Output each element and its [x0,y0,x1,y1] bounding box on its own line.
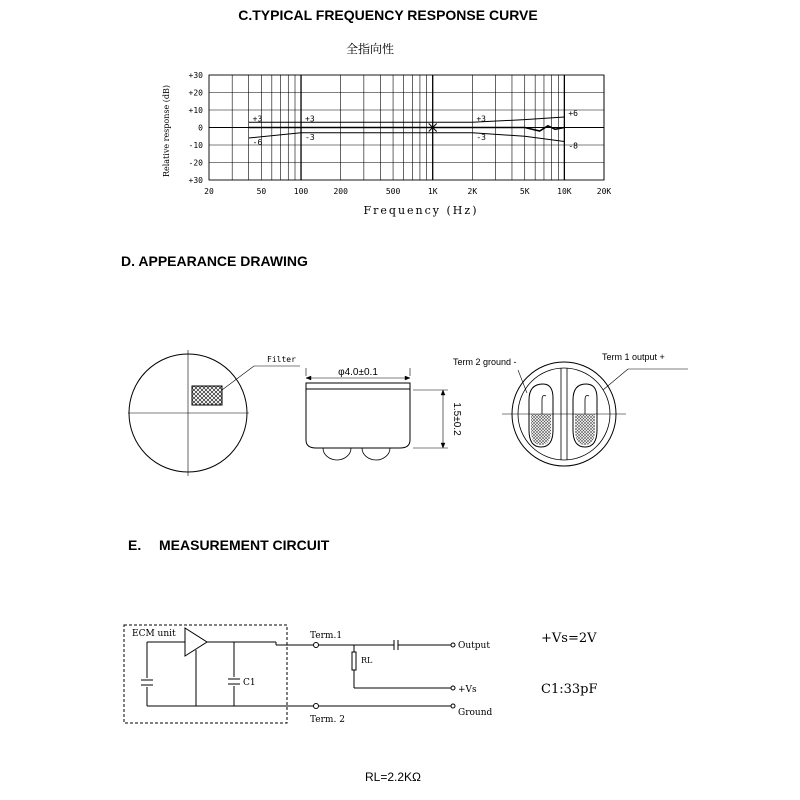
y-tick-label: +30 [188,176,203,185]
annotation-label: +3 [476,114,486,124]
y-tick-label: +20 [188,88,203,98]
ecm-unit-box [124,625,287,723]
c1-label: C1 [243,678,256,688]
height-dimension: 1.5±0.2 [451,402,462,436]
x-tick-label: 20K [596,187,612,196]
ground-label: Ground [458,708,493,718]
side-view-body [306,389,410,448]
chart-subtitle: 全指向性 [345,42,395,56]
side-view-top-cap [306,383,410,389]
y-tick-label: +30 [188,71,203,80]
series-upper-tolerance [249,117,565,122]
term2-label: Term. 2 [310,715,345,725]
annotation-label: -3 [305,132,315,142]
y-tick-label: +10 [188,106,203,115]
annotation-label: +3 [305,114,315,124]
ground-pad-fill [531,414,551,445]
x-tick-label: 10K [557,187,572,196]
x-tick-label: 2K [467,187,478,196]
ground-pad-slot [542,396,546,415]
appearance-drawing-title: D. APPEARANCE DRAWING [121,253,308,269]
ground-terminal [451,704,455,708]
vs-value: +Vs=2V [541,631,597,646]
y-tick-label: 0 [198,123,203,133]
y-axis-label: Relative response (dB) [162,84,171,178]
vs-label: +Vs [458,685,477,695]
output-label: Output [458,641,490,651]
rl-label: RL [361,656,373,665]
output-pad-slot [585,396,589,415]
annotation-label: -3 [476,132,486,142]
output-pad-fill [575,414,595,445]
diameter-dimension: φ4.0±0.1 [338,367,378,378]
term2-terminal [314,704,319,709]
y-tick-label: -20 [188,158,203,168]
annotation-label: -6 [252,138,263,147]
term1-label: Term 1 output + [602,352,665,362]
x-axis-label: Frequency (Hz) [363,204,479,217]
x-tick-label: 20 [204,187,214,196]
filter-patch [192,386,222,405]
y-tick-label: -10 [188,141,203,150]
output-terminal [451,643,455,647]
frequency-response-chart [162,41,611,217]
filter-label: Filter [267,355,296,364]
x-tick-label: 1K [427,187,438,196]
x-tick-label: 500 [385,187,401,196]
term2-label: Term 2 ground - [453,357,517,367]
rear-view [453,352,688,466]
chart-ticks [189,71,612,196]
rl-resistor [352,652,356,670]
rl-value-note: RL=2.2KΩ [365,770,422,784]
x-tick-label: 5K [519,187,530,196]
solder-pads [323,448,390,460]
vs-terminal [451,686,455,690]
annotation-label: +6 [568,109,579,118]
side-view [306,367,462,460]
frequency-response-title: C.TYPICAL FREQUENCY RESPONSE CURVE [238,7,538,23]
appearance-drawing [128,350,688,476]
series-response [249,126,565,131]
term1-leader-line [603,369,628,390]
x-tick-label: 50 [256,187,267,196]
front-view [128,350,300,476]
filter-leader-line [222,366,254,390]
ecm-unit-label: ECM unit [132,629,176,639]
section-label: MEASUREMENT CIRCUIT [159,537,330,553]
term2-leader-line [518,370,527,393]
term1-label: Term.1 [310,631,343,641]
measurement-circuit [124,625,597,725]
section-number: E. [128,537,142,553]
term1-terminal [314,643,319,648]
annotation-label: +3 [252,114,263,124]
series-lower-tolerance [249,133,565,142]
annotation-label: -8 [568,141,579,151]
c1-value: C1:33pF [541,682,598,697]
chart-series [249,117,565,142]
x-tick-label: 200 [333,187,348,196]
x-tick-label: 100 [293,187,309,196]
